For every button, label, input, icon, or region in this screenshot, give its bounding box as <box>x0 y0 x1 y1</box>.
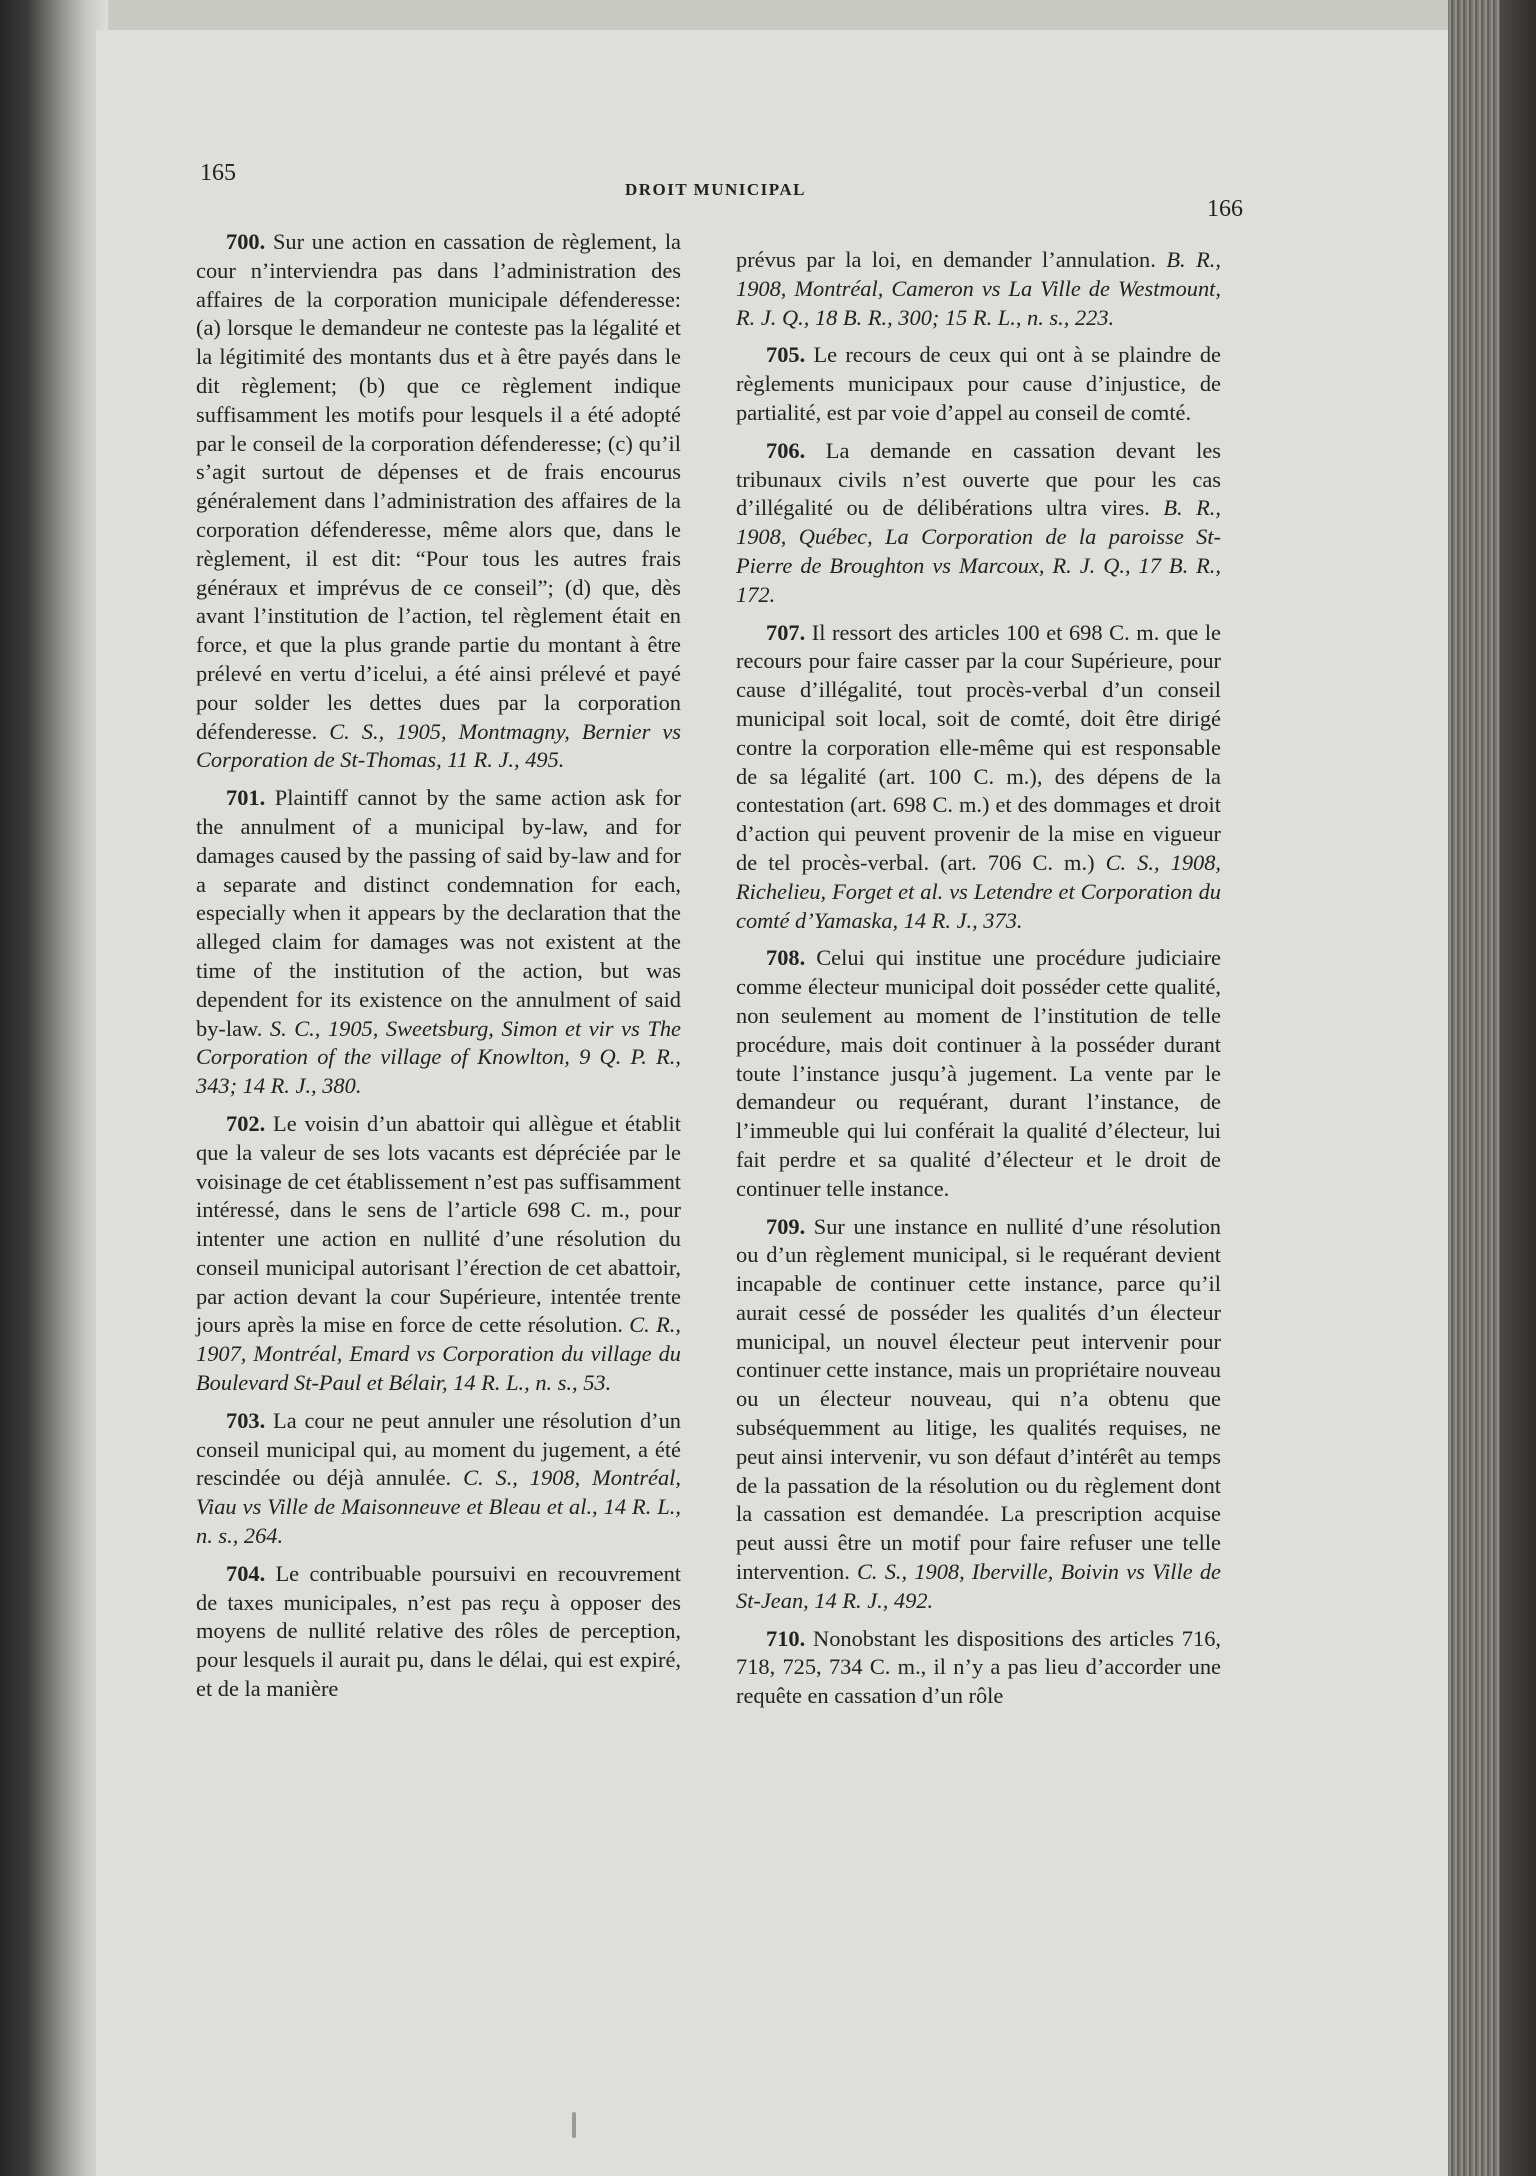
article-citation: C. S., 1905, Montmagny, Bernier vs Corporation de St-Thomas, 11 R. J., 495. <box>196 718 681 773</box>
article-number: 701. <box>226 785 266 811</box>
article-citation: S. C., 1905, Sweetsburg, Simon et vir vs The Corporation of the village of Knowlton, 9 Q. P. R., 343; 14 R. J., 380. <box>196 1015 681 1099</box>
page-number-right: 166 <box>1207 196 1243 222</box>
article-paragraph <box>736 1213 1221 1616</box>
article-text: Sur une action en cassation de règlement, la cour n’interviendra pas dans l’administration des affaires de la corporation municipale défenderesse: (a) lorsque le demandeur ne conteste pas la légalité et la légitimité des montants dus et à être payés dans le dit règlement; (b) que ce règlement indique suffisamment les motifs pour lesquels il a été adopté par le conseil de la corporation défenderesse; (c) qu’il s’agit surtout de dépenses et de frais encourus généralement dans l’administration des affaires de la corporation défenderesse, même alors que, dans le règlement, il est dit: “Pour tous les autres frais généraux et imprévus de ce conseil”; (d) que, dès avant l’institution de l’action, tel règlement était en force, et que la plus grande partie du montant à être prélevé en vertu d’icelui, a été ainsi prélevé et payé pour solder les dettes dues par la corporation défenderesse. <box>196 229 681 744</box>
scan-speck <box>572 2112 576 2138</box>
article-paragraph <box>736 341 1221 427</box>
article-paragraph <box>736 944 1221 1203</box>
article-citation: B. R., 1908, Montréal, Cameron vs La Ville de Westmount, R. J. Q., 18 B. R., 300; 15 R. L., n. s., 223. <box>736 247 1222 330</box>
book-cover-edge <box>1500 0 1536 2176</box>
article-number: 708. <box>766 945 806 971</box>
article-text: Le contribuable poursuivi en recouvrement de taxes municipales, n’est pas reçu à opposer des moyens de nullité relative des rôles de perception, pour lesquels il aurait pu, dans le délai, qui est expiré, et de la manière <box>196 1560 681 1702</box>
article-number: 700. <box>226 229 266 254</box>
article-number: 706. <box>766 437 806 463</box>
book-gutter-shadow <box>0 0 108 2176</box>
article-number: 702. <box>226 1110 266 1136</box>
article-paragraph <box>196 1407 681 1551</box>
article-number: 709. <box>766 1213 806 1239</box>
article-paragraph-continued <box>736 246 1221 332</box>
article-paragraph <box>736 619 1221 936</box>
article-citation: C. S., 1908, Iberville, Boivin vs Ville de St-Jean, 14 R. J., 492. <box>736 1559 1221 1613</box>
article-text: La cour ne peut annuler une résolution d’un conseil municipal qui, au moment du jugement, a été rescindée ou déjà annulée. <box>196 1407 681 1491</box>
article-number: 705. <box>766 342 806 368</box>
article-paragraph <box>736 1625 1221 1711</box>
article-text: Il ressort des articles 100 et 698 C. m. que le recours pour faire casser par la cour Supérieure, pour cause d’illégalité, tout procès-verbal d’un conseil municipal soit local, soit de comté, doit être dirigé contre la corporation elle-même qui est responsable de sa légalité (art. 100 C. m.), des dépens de la contestation (art. 698 C. m.) et des dommages et droit d’action qui peuvent provenir de la mise en vigueur de tel procès-verbal. (art. 706 C. m.) <box>736 619 1221 875</box>
article-number: 703. <box>226 1407 266 1433</box>
article-text: Le recours de ceux qui ont à se plaindre de règlements municipaux pour cause d’injustice, de partialité, est par voie d’appel au conseil de comté. <box>736 342 1221 425</box>
article-paragraph <box>736 437 1221 610</box>
article-number: 704. <box>226 1560 266 1586</box>
article-paragraph <box>196 228 681 775</box>
article-number: 710. <box>766 1625 806 1651</box>
right-column <box>736 246 1221 1720</box>
article-citation: B. R., 1908, Québec, La Corporation de la paroisse St-Pierre de Broughton vs Marcoux, R. J. Q., 17 B. R., 172. <box>736 495 1221 607</box>
article-citation: C. S., 1908, Richelieu, Forget et al. vs Letendre et Corporation du comté d’Yamaska, 14 R. J., 373. <box>736 849 1222 933</box>
article-text: Plaintiff cannot by the same action ask for the annulment of a municipal by-law, and for damages caused by the passing of said by-law and for a separate and distinct condemnation for each, especially when it appears by the declaration that the alleged claim for damages was not existent at the time of the institution of the action, but was dependent for its existence on the annulment of said by-law. <box>196 785 681 1041</box>
article-text: Le voisin d’un abattoir qui allègue et établit que la valeur de ses lots vacants est dépréciée par le voisinage de cet établissement n’est pas suffisamment intéressé, dans le sens de l’article 698 C. m., pour intenter une action en nullité d’une résolution du conseil municipal autorisant l’érection de cet abattoir, par action devant la cour Supérieure, intentée trente jours après la mise en force de cette résolution. <box>196 1110 681 1338</box>
running-head: DROIT MUNICIPAL <box>625 180 807 199</box>
article-citation: C. R., 1907, Montréal, Emard vs Corporation du village du Boulevard St-Paul et Bélair, 14 R. L., n. s., 53. <box>196 1312 681 1396</box>
article-citation: C. S., 1908, Montréal, Viau vs Ville de Maisonneuve et Bleau et al., 14 R. L., n. s., 264. <box>196 1465 682 1549</box>
article-paragraph <box>196 784 681 1101</box>
article-text: Nonobstant les dispositions des articles 716, 718, 725, 734 C. m., il n’y a pas lieu d’accorder une requête en cassation d’un rôle <box>736 1625 1221 1709</box>
left-column <box>196 228 681 1713</box>
article-text: La demande en cassation devant les tribunaux civils n’est ouverte que pour les cas d’illégalité ou de délibérations ultra vires. <box>736 437 1221 521</box>
article-text: prévus par la loi, en demander l’annulation. <box>736 247 1167 272</box>
article-text: Sur une instance en nullité d’une résolution ou d’un règlement municipal, si le requérant devient incapable de continuer cette instance, parce qu’il aurait cessé de posséder les qualités d’un électeur municipal, un nouvel électeur peut intervenir pour continuer cette instance, mais un propriétaire nouveau ou un électeur nouveau, qui n’a obtenu que subséquemment au litige, les qualités requises, ne peut ainsi intervenir, vu son défaut d’intérêt au temps de la passation de la résolution ou du règlement dont la cassation est demandée. La prescription acquise peut aussi être un motif pour faire refuser une telle intervention. <box>736 1213 1221 1585</box>
article-paragraph <box>196 1110 681 1398</box>
article-paragraph <box>196 1560 681 1704</box>
page-number-left: 165 <box>200 160 236 186</box>
article-number: 707. <box>766 619 806 645</box>
article-text: Celui qui institue une procédure judiciaire comme électeur municipal doit posséder cette qualité, non seulement au moment de l’institution de telle procédure, mais doit continuer à la posséder durant toute l’instance jusqu’à jugement. La vente par le demandeur ou requérant, durant l’instance, de l’immeuble qui lui conférait la qualité d’électeur, lui fait perdre et sa qualité d’électeur et le droit de continuer telle instance. <box>736 945 1221 1201</box>
